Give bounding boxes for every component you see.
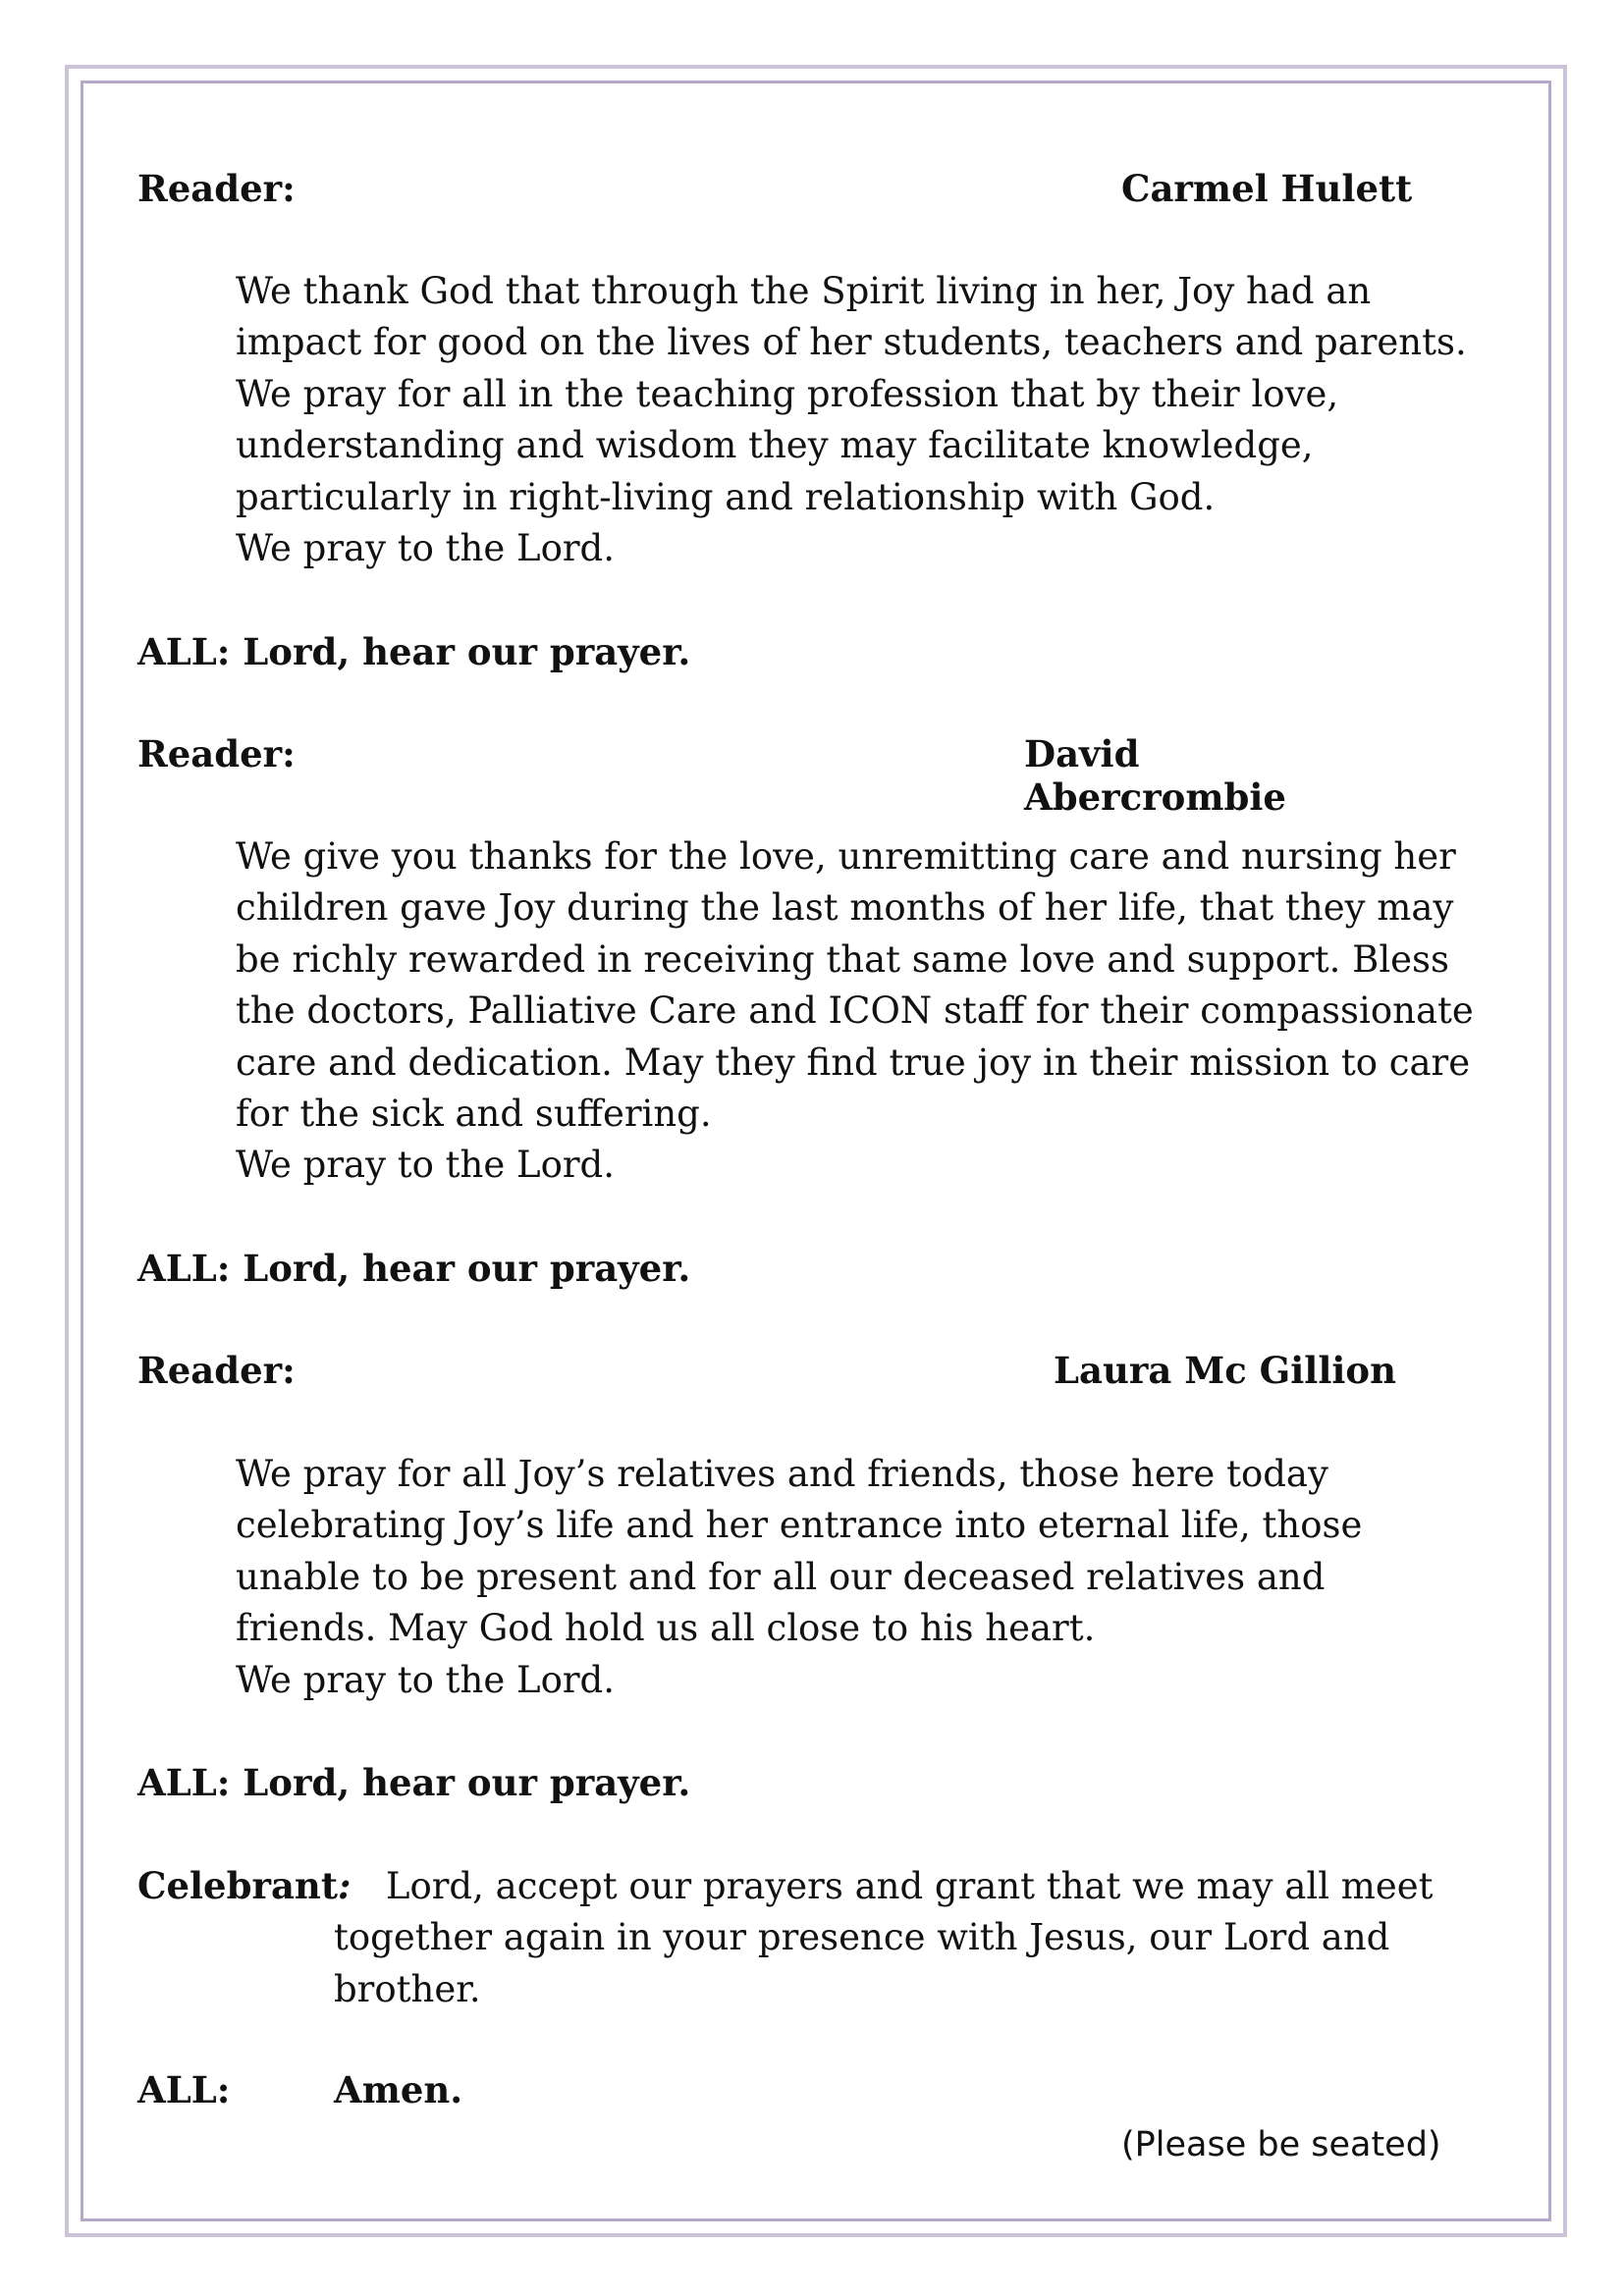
response-3: ALL: Lord, hear our prayer. <box>137 1761 691 1804</box>
intercession-line: for the sick and suffering. <box>236 1093 712 1136</box>
all-label: ALL: <box>137 2068 231 2111</box>
reader-label: Reader: <box>137 167 296 210</box>
celebrant-line: together again in your presence with Jesus, our Lord and <box>334 1916 1390 1959</box>
intercession-line: friends. May God hold us all close to his heart. <box>236 1607 1096 1650</box>
intercession-line: celebrating Joy’s life and her entrance into eternal life, those <box>236 1504 1363 1547</box>
reader-name: David Abercrombie <box>1024 732 1286 819</box>
intercession-line: be richly rewarded in receiving that same love and support. Bless <box>236 937 1450 981</box>
intercession-line: We pray for all Joy’s relatives and friends, those here today <box>236 1453 1328 1495</box>
reader-name: Laura Mc Gillion <box>1054 1349 1397 1392</box>
intercession-line: We give you thanks for the love, unremitting care and nursing her <box>236 835 1456 878</box>
intercession-line: We thank God that through the Spirit living in her, Joy had an <box>236 270 1372 312</box>
celebrant-prayer <box>137 1860 1434 2015</box>
reader-name: Carmel Hulett <box>1121 167 1413 210</box>
intercession-2 <box>236 831 1483 1192</box>
celebrant-first-line <box>137 1860 1434 1912</box>
intercession-3 <box>236 1449 1483 1706</box>
intercession-line: the doctors, Palliative Care and ICON staff for their compassionate <box>236 989 1474 1033</box>
intercession-line: unable to be present and for all our deceased relatives and <box>236 1555 1326 1598</box>
response-2: ALL: Lord, hear our prayer. <box>137 1247 691 1290</box>
intercession-1 <box>236 266 1483 574</box>
intercession-line: We pray to the Lord. <box>236 1658 616 1701</box>
reader-label: Reader: <box>137 1349 296 1392</box>
celebrant-colon: : <box>337 1864 352 1907</box>
celebrant-text: Lord, accept our prayers and grant that we may all meet <box>385 1865 1434 1907</box>
amen-text: Amen. <box>334 2068 463 2111</box>
closing-amen <box>137 2068 463 2111</box>
reader-heading-1 <box>137 167 1414 218</box>
intercession-line: We pray to the Lord. <box>236 527 616 570</box>
intercession-line: We pray to the Lord. <box>236 1144 616 1187</box>
intercession-line: impact for good on the lives of her students, teachers and parents. <box>236 321 1467 364</box>
response-1: ALL: Lord, hear our prayer. <box>137 630 691 673</box>
reader-heading-3 <box>137 1349 1414 1400</box>
reader-label: Reader: <box>137 732 296 775</box>
intercession-line: care and dedication. May they find true joy in their mission to care <box>236 1041 1471 1084</box>
reader-heading-2 <box>137 732 1414 819</box>
celebrant-label: Celebrant <box>137 1864 338 1907</box>
intercession-line: children gave Joy during the last months of her life, that they may <box>236 886 1454 930</box>
intercession-line: particularly in right-living and relationship with God. <box>236 475 1216 518</box>
celebrant-line: brother. <box>334 1967 481 2010</box>
intercession-line: We pray for all in the teaching profession that by their love, <box>236 372 1339 415</box>
seated-note: (Please be seated) <box>1121 2125 1441 2164</box>
intercession-line: understanding and wisdom they may facilitate knowledge, <box>236 424 1314 467</box>
